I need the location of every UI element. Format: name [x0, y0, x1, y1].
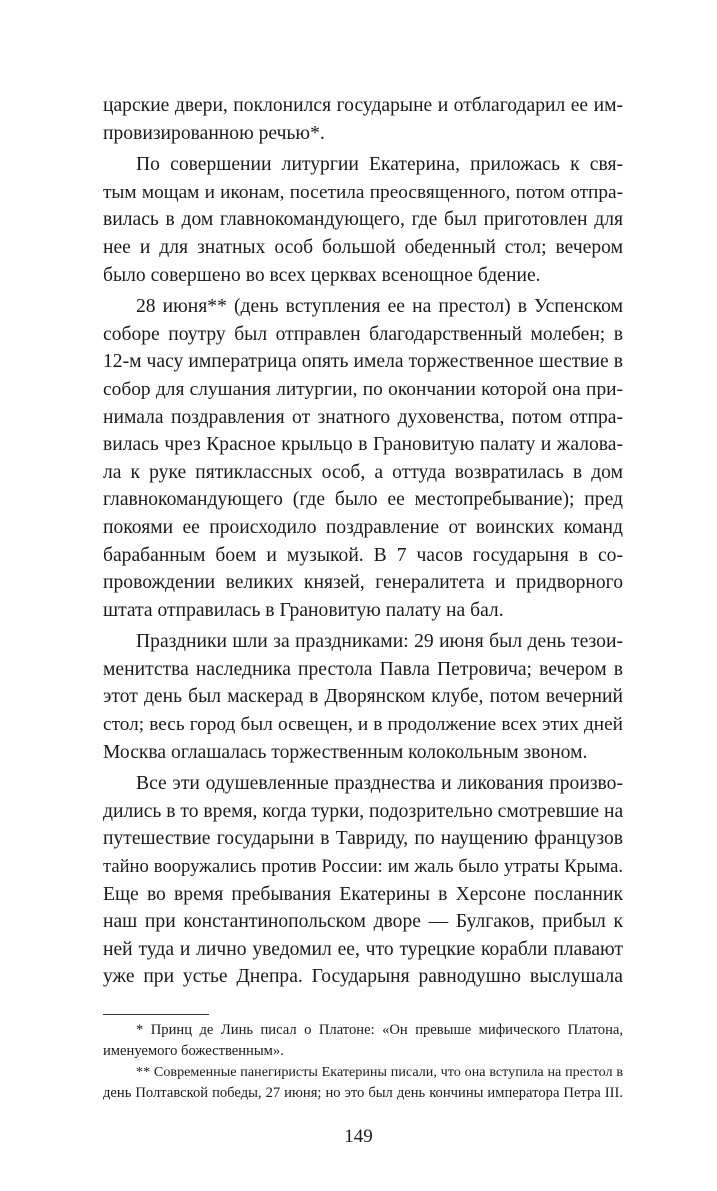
text-line: было совершено во всех церквах всенощное бдение. — [103, 264, 541, 286]
text-line: Все эти одушевленные празднества и ликования произво- — [136, 773, 623, 795]
text-line: покоями ее происходило поздравление от воинских команд — [103, 516, 623, 538]
footnote-line: ** Современные панегиристы Екатерины писали, что она вступила на престол в — [136, 1064, 623, 1080]
text-line: вилась чрез Красное крыльцо в Грановитую палату и жалова- — [103, 434, 623, 456]
text-line: барабанным боем и музыкой. В 7 часов государыня в со- — [103, 544, 623, 566]
text-line: стол; весь город был освещен, и в продолжение всех этих дней — [103, 714, 623, 736]
text-line: соборе поутру был отправлен благодарственный молебен; в — [103, 323, 623, 345]
text-line: этот день был маскерад в Дворянском клубе, потом вечерний — [103, 686, 623, 708]
text-line: нее и для знатных особ большой обеденный стол; вечером — [103, 236, 623, 258]
paragraph — [103, 92, 623, 147]
paragraph — [103, 151, 623, 289]
text-line: уже при устье Днепра. Государыня равнодушно выслушала — [103, 966, 623, 988]
text-line: путешествие государыни в Тавриду, по наущению французов — [103, 828, 623, 850]
footnote — [103, 1062, 623, 1104]
text-line: провизированною речью*. — [103, 122, 325, 144]
text-line: провождении великих князей, генералитета и придворного — [103, 572, 623, 594]
text-line: 28 июня** (день вступления ее на престол) в Успенском — [136, 296, 623, 318]
footnote-line: именуемого божественным». — [103, 1043, 284, 1059]
text-line: ней туда и лично уведомил ее, что турецкие корабли плавают — [103, 938, 623, 960]
text-line: Еще во время пребывания Екатерины в Херсоне посланник — [103, 883, 623, 905]
text-line: царские двери, поклонился государыне и отблагодарил ее им- — [103, 95, 623, 116]
text-line: тайно вооружались против России: им жаль было утраты Крыма. — [103, 856, 623, 878]
text-line: дились в то время, когда турки, подозрительно смотревшие на — [103, 800, 624, 822]
footnote-separator — [103, 1014, 209, 1015]
text-line: 12-м часу императрица опять имела торжественное шествие в — [103, 351, 623, 373]
page-number: 149 — [344, 1126, 373, 1147]
text-line: вилась в дом главнокомандующего, где был приготовлен для — [103, 209, 623, 231]
footnote-line: день Полтавской победы, 27 июня; но это был день кончины императора Петра III. — [103, 1085, 623, 1101]
text-line: Москва оглашалась торжественным колокольным звоном. — [103, 741, 588, 763]
text-line: ла к руке пятиклассных особ, а оттуда возвратилась в дом — [103, 461, 623, 483]
text-line: штата отправилась в Грановитую палату на бал. — [103, 599, 504, 621]
text-line: По совершении литургии Екатерина, приложась к свя- — [136, 154, 623, 176]
paragraph — [103, 628, 623, 766]
paragraph — [103, 770, 623, 991]
text-line: Праздники шли за праздниками: 29 июня был день тезои- — [136, 631, 623, 653]
text-line: нимала поздравления от знатного духовенства, потом отпра- — [103, 406, 623, 428]
main-text — [103, 92, 623, 991]
text-line: наш при константинопольском дворе — Булгаков, прибыл к — [103, 911, 623, 933]
text-line: главнокомандующего (где было ее местопребывание); пред — [103, 489, 623, 511]
footnote-line: * Принц де Линь писал о Платоне: «Он превыше мифического Платона, — [136, 1022, 623, 1038]
paragraph — [103, 293, 623, 624]
footnote — [103, 1020, 623, 1062]
text-line: менитства наследника престола Павла Петровича; вечером в — [103, 658, 623, 680]
text-line: собор для слушания литургии, по окончании которой она при- — [103, 378, 623, 400]
footnotes — [103, 1020, 623, 1104]
text-line: тым мощам и иконам, посетила преосвященного, потом отпра- — [103, 181, 623, 203]
